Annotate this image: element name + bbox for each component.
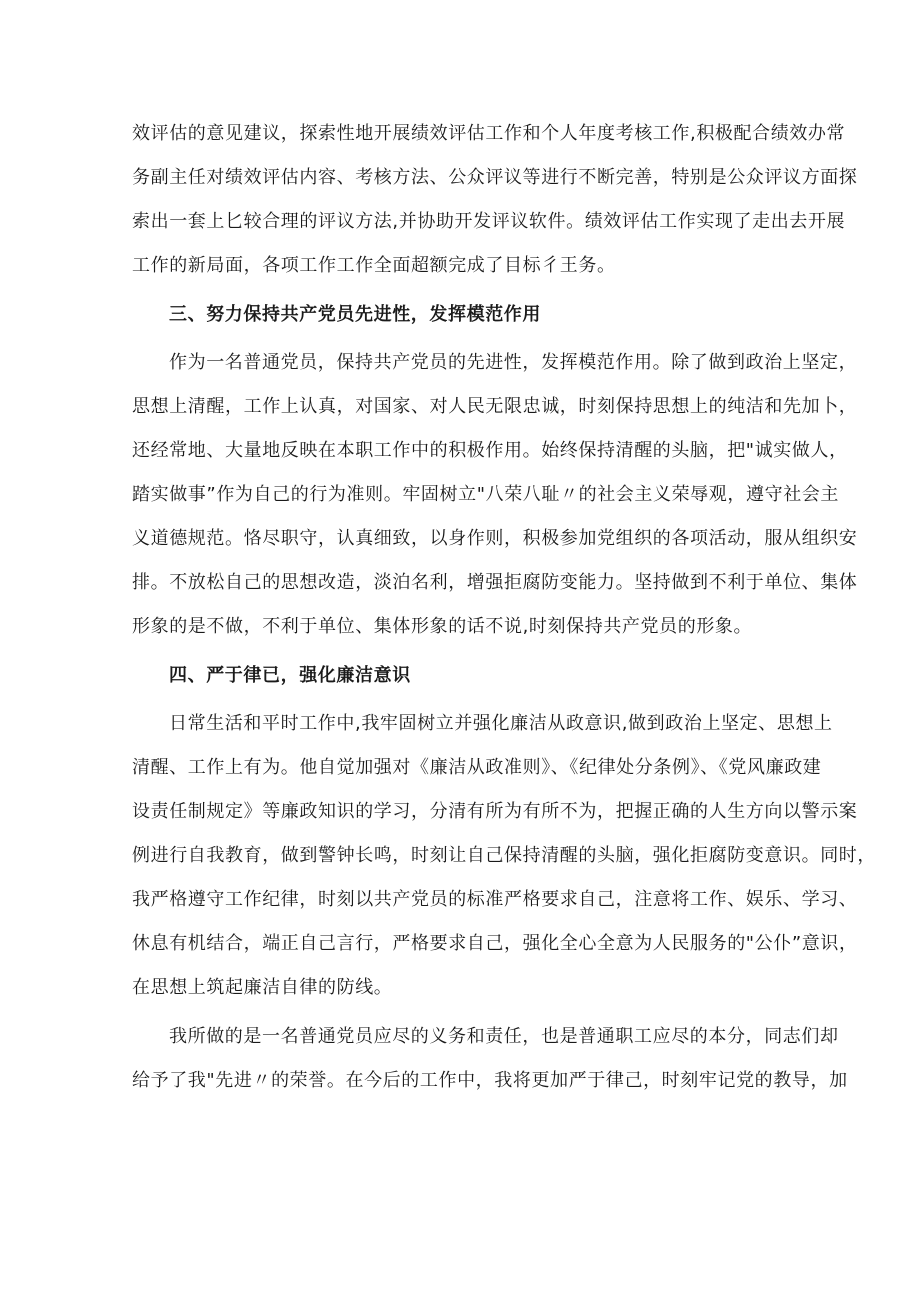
paragraph-line: 工作的新局面，各项工作工作全面超额完成了目标彳王务。 [132,255,616,276]
paragraph-line: 作为一名普通党员，保持共产党员的先进性，发挥模范作用。除了做到政治上坚定， [169,352,858,373]
paragraph-line: 休息有机结合，端正自己言行，严格要求自己，强化全心全意为人民服务的"公仆”意识， [132,933,858,954]
paragraph-line: 我严格遵守工作纪律，时刻以共产党员的标准严格要求自己，注意将工作、娱乐、学习、 [132,889,858,910]
paragraph-line: 清醒、工作上有为。他自觉加强对《廉洁从政准则》、《纪律处分条例》、《党风廉政建 [132,757,822,778]
section-heading-4: 四、严于律已，强化廉洁意识 [169,665,411,686]
paragraph-line: 效评估的意见建议，探索性地开展绩效评估工作和个人年度考核工作,积极配合绩效办常 [132,123,846,144]
paragraph-line: 踏实做事”作为自己的行为准则。牢固树立"八荣八耻〃的社会主义荣辱观，遵守社会主 [132,484,840,505]
paragraph-line: 日常生活和平时工作中,我牢固树立并强化廉洁从政意识,做到政治上坚定、思想上 [169,713,833,734]
section-heading-3: 三、努力保持共产党员先进性，发挥模范作用 [169,304,541,325]
paragraph-line: 义道德规范。恪尽职守，认真细致，以身作则，积极参加党组织的各项活动，服从组织安 [132,528,858,549]
paragraph-line: 给予了我"先进〃的荣誉。在今后的工作中，我将更加严于律己，时刻牢记党的教导，加 [132,1070,848,1091]
paragraph-line: 思想上清醒，工作上认真，对国家、对人民无限忠诚，时刻保持思想上的纯洁和先加卜， [132,396,858,417]
paragraph-line: 还经常地、大量地反映在本职工作中的积极作用。始终保持清醒的头脑，把"诚实做人， [132,440,848,461]
paragraph-line: 例进行自我教育，做到警钟长鸣，时刻让自己保持清醒的头脑，强化拒腐防变意识。同时， [132,845,876,866]
paragraph-line: 在思想上筑起廉洁自律的防线。 [132,977,393,998]
paragraph-line: 形象的是不做，不利于单位、集体形象的话不说,时刻保持共产党员的形象。 [132,616,753,637]
paragraph-line: 索出一套上匕较合理的评议方法,并协助开发评议软件。绩效评估工作实现了走出去开展 [132,211,846,232]
paragraph-line: 我所做的是一名普通党员应尽的义务和责任，也是普通职工应尽的本分，同志们却 [169,1026,839,1047]
paragraph-line: 务副主任对绩效评估内容、考核方法、公众评议等进行不断完善，特别是公众评议方面探 [132,167,858,188]
paragraph-line: 设责任制规定》等廉政知识的学习，分清有所为有所不为，把握正确的人生方向以警示案 [132,801,858,822]
paragraph-line: 排。不放松自己的思想改造，淡泊名利，增强拒腐防变能力。坚持做到不利于单位、集体 [132,572,858,593]
